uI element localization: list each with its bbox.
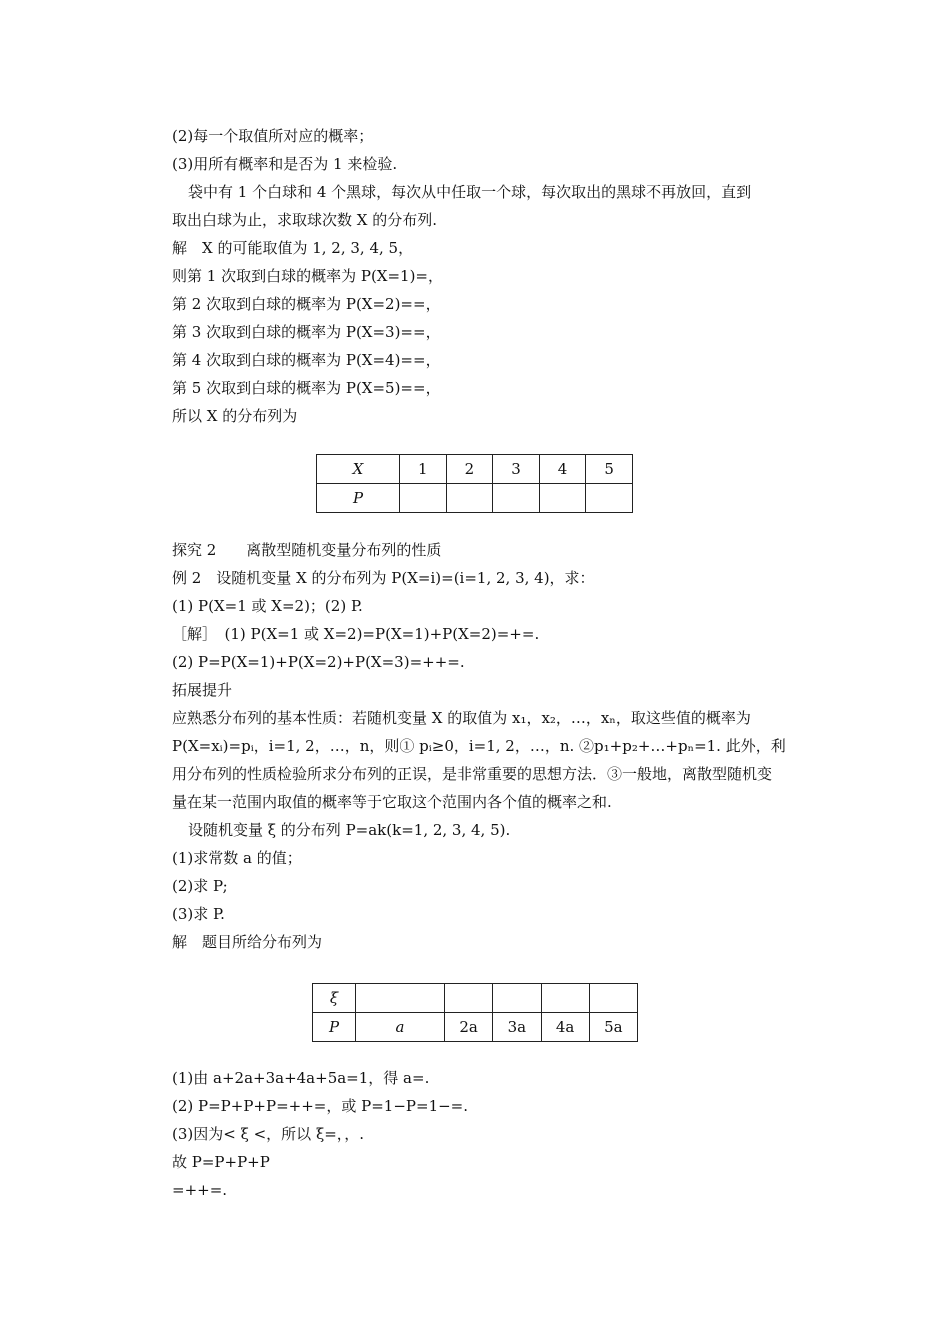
solution-text: 第 5 次取到白球的概率为 P(X=5)==， bbox=[172, 379, 441, 397]
table-cell bbox=[400, 484, 447, 513]
table-row-head: P bbox=[317, 484, 400, 513]
paragraph-line: 应熟悉分布列的基本性质：若随机变量 X 的取值为 x₁，x₂，…，xₙ，取这些值的概率为 bbox=[172, 709, 751, 727]
solution-text: 故 P=P+P+P bbox=[172, 1153, 270, 1171]
table-cell bbox=[586, 484, 633, 513]
table-cell: 5a bbox=[589, 1013, 637, 1042]
problem-text: 设随机变量 ξ 的分布列 P=ak(k=1, 2, 3, 4, 5). bbox=[188, 821, 511, 839]
table-cell bbox=[446, 484, 493, 513]
table-cell: 4a bbox=[541, 1013, 589, 1042]
table-row bbox=[317, 455, 633, 484]
solution-text: (3)因为< ξ <，所以 ξ=，，. bbox=[172, 1125, 365, 1143]
table-row bbox=[313, 1013, 638, 1042]
solution-text: 则第 1 次取到白球的概率为 P(X=1)=， bbox=[172, 267, 444, 285]
table-cell: 3 bbox=[493, 455, 540, 484]
table-row-head: P bbox=[313, 1013, 356, 1042]
paragraph-line: 量在某一范围内取值的概率等于它取这个范围内各个值的概率之和. bbox=[172, 793, 612, 811]
table-cell bbox=[356, 984, 445, 1013]
section-heading: 探究 2 离散型随机变量分布列的性质 bbox=[172, 541, 442, 559]
table-cell bbox=[539, 484, 586, 513]
table-cell bbox=[493, 984, 541, 1013]
table-cell bbox=[589, 984, 637, 1013]
solution-text: 解 题目所给分布列为 bbox=[172, 933, 323, 951]
table-cell: 2 bbox=[446, 455, 493, 484]
table-cell: 4 bbox=[539, 455, 586, 484]
solution-text: 解 X 的可能取值为 1, 2, 3, 4, 5， bbox=[172, 239, 414, 257]
problem-text: (2)求 P; bbox=[172, 877, 228, 895]
paragraph-line: 用分布列的性质检验所求分布列的正误，是非常重要的思想方法．③一般地，离散型随机变 bbox=[172, 765, 773, 783]
paragraph-line: P(X=xᵢ)=pᵢ，i=1, 2，…，n，则① pᵢ≥0，i=1, 2，…，n. ②p₁+p₂+…+pₙ=1. 此外，利 bbox=[172, 737, 786, 755]
solution-text: 第 2 次取到白球的概率为 P(X=2)==， bbox=[172, 295, 441, 313]
solution-text: ［解］ (1) P(X=1 或 X=2)=P(X=1)+P(X=2)=+=. bbox=[172, 625, 540, 643]
solution-text: 第 3 次取到白球的概率为 P(X=3)==， bbox=[172, 323, 441, 341]
table-row-head: X bbox=[317, 455, 400, 484]
solution-text: =++=. bbox=[172, 1181, 228, 1199]
example-text: (1) P(X=1 或 X=2)；(2) P. bbox=[172, 597, 363, 615]
table-cell: 2a bbox=[445, 1013, 493, 1042]
table-cell: a bbox=[356, 1013, 445, 1042]
table-row bbox=[313, 984, 638, 1013]
table-cell: 5 bbox=[586, 455, 633, 484]
problem-text: 取出白球为止，求取球次数 X 的分布列. bbox=[172, 211, 437, 229]
table-cell bbox=[541, 984, 589, 1013]
distribution-table-x bbox=[316, 454, 633, 513]
problem-text: (1)求常数 a 的值； bbox=[172, 849, 302, 867]
solution-text: (2) P=P+P+P=++=，或 P=1−P=1−=. bbox=[172, 1097, 469, 1115]
solution-text: (2) P=P(X=1)+P(X=2)+P(X=3)=++=. bbox=[172, 653, 465, 671]
problem-text: 袋中有 1 个白球和 4 个黑球，每次从中任取一个球，每次取出的黑球不再放回，直到 bbox=[188, 183, 752, 201]
table-cell: 3a bbox=[493, 1013, 541, 1042]
problem-text: (3)求 P. bbox=[172, 905, 225, 923]
solution-text: 第 4 次取到白球的概率为 P(X=4)==， bbox=[172, 351, 441, 369]
table-row bbox=[317, 484, 633, 513]
distribution-table-xi bbox=[312, 983, 638, 1042]
table-row-head: ξ bbox=[313, 984, 356, 1013]
subsection-heading: 拓展提升 bbox=[172, 681, 233, 699]
table-cell: 1 bbox=[400, 455, 447, 484]
table-cell bbox=[493, 484, 540, 513]
text-line: (3)用所有概率和是否为 1 来检验. bbox=[172, 155, 398, 173]
text-line: (2)每一个取值所对应的概率； bbox=[172, 127, 374, 145]
solution-text: 所以 X 的分布列为 bbox=[172, 407, 298, 425]
table-cell bbox=[445, 984, 493, 1013]
solution-text: (1)由 a+2a+3a+4a+5a=1，得 a=. bbox=[172, 1069, 430, 1087]
example-text: 例 2 设随机变量 X 的分布列为 P(X=i)=(i=1, 2, 3, 4)，求： bbox=[172, 569, 595, 587]
